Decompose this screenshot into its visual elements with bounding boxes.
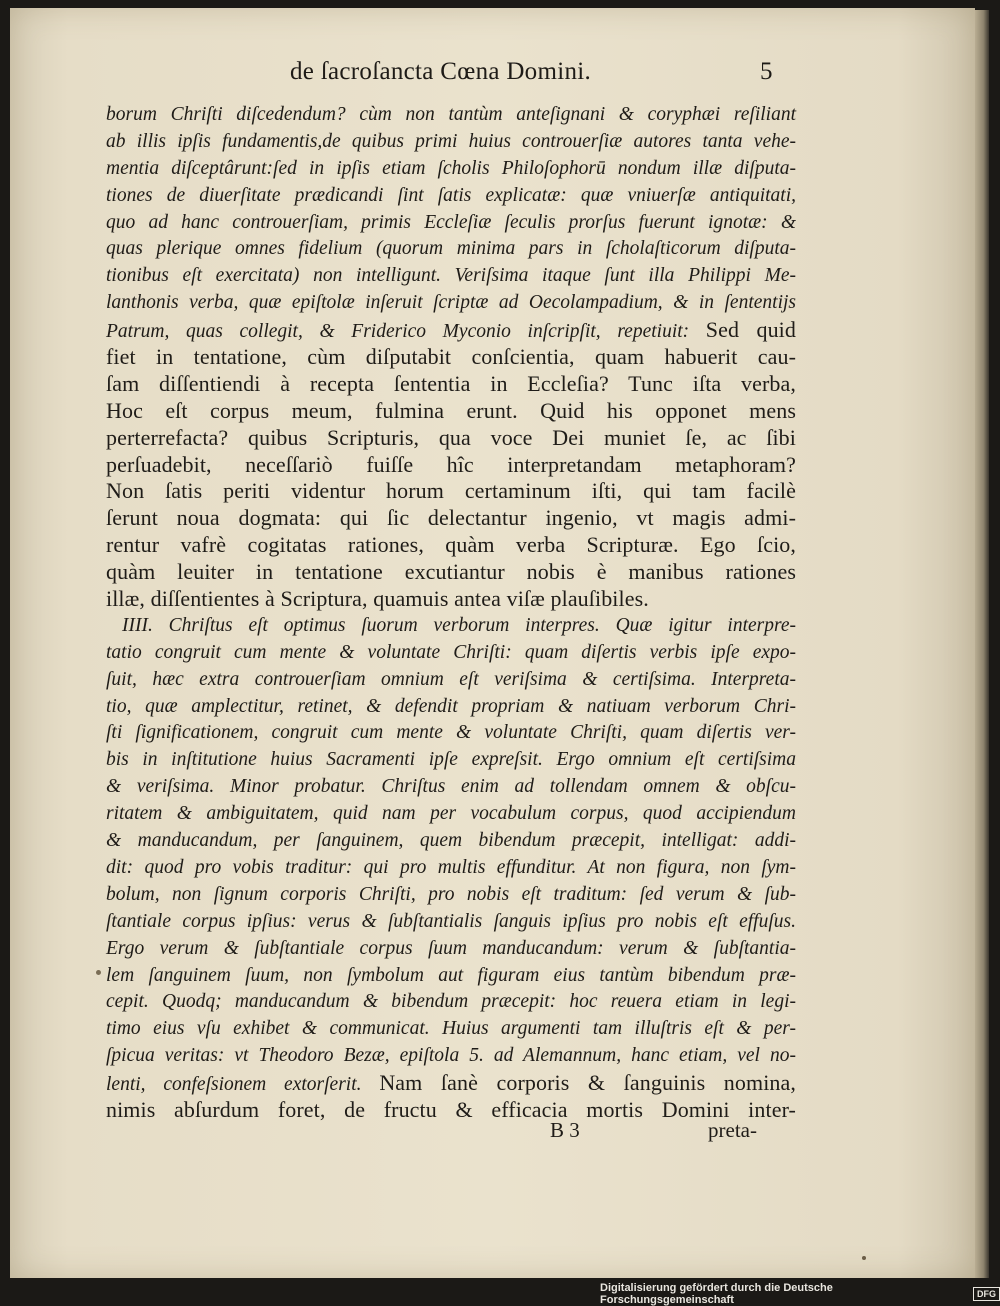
text-line-content: ab illis ipſis fundamentis,de quibus primi huius controuerſiæ autores tanta vehe- xyxy=(106,130,796,152)
text-line xyxy=(106,210,796,237)
text-line-content: tio, quæ amplectitur, retinet, & defendit propriam & natiuam verborum Chri- xyxy=(106,695,796,717)
text-line xyxy=(106,1043,796,1070)
text-line xyxy=(106,1016,796,1043)
text-line xyxy=(106,129,796,156)
text-line-content: Non ſatis periti videntur horum certaminum iſti, qui tam facilè xyxy=(106,478,796,504)
text-line-content: & manducandum, per ſanguinem, quem bibendum præcepit, intelligat: addi- xyxy=(106,830,796,852)
text-line-content: bolum, non ſignum corporis Chriſti, pro nobis eſt traditum: ſed verum & ſub- xyxy=(106,883,796,905)
text-line xyxy=(106,801,796,828)
text-line-content xyxy=(106,317,796,344)
italic-segment: Patrum, quas collegit, & Friderico Myconio inſcripſit, repetiuit: xyxy=(106,321,706,343)
text-line xyxy=(106,559,796,586)
text-line-content: lanthonis verba, quæ epiſtolæ inſeruit ſcriptæ ad Oecolampadium, & in ſententijs xyxy=(106,292,796,314)
book-page xyxy=(10,8,975,1278)
catchword: preta- xyxy=(708,1118,757,1142)
digitization-attribution xyxy=(600,1282,1000,1306)
text-line xyxy=(106,667,796,694)
text-line xyxy=(106,263,796,290)
text-line-content: quas plerique omnes fidelium (quorum minima pars in ſcholaſticorum diſputa- xyxy=(106,238,796,260)
text-line-content: lem ſanguinem ſuum, non ſymbolum aut figuram eius tantùm bibendum præ- xyxy=(106,964,796,986)
roman-segment: Sed quid xyxy=(705,317,796,343)
text-line xyxy=(106,425,796,452)
text-line xyxy=(106,398,796,425)
text-line xyxy=(106,317,796,344)
roman-segment: Nam ſanè corporis & ſanguinis nomina, xyxy=(379,1070,796,1096)
text-line xyxy=(106,290,796,317)
text-line-content: ſpicua veritas: vt Theodoro Bezæ, epiſtola 5. ad Alemannum, hanc etiam, vel no- xyxy=(106,1045,796,1067)
text-line xyxy=(106,505,796,532)
text-line-content: timo eius vſu exhibet & communicat. Huius argumenti tam illuſtris eſt & per- xyxy=(106,1018,796,1040)
dfg-logo: DFG xyxy=(973,1287,1000,1301)
text-line xyxy=(106,694,796,721)
text-line-content: tatio congruit cum mente & voluntate Chriſti: quam diſertis verbis ipſe expo- xyxy=(106,641,796,663)
text-line xyxy=(106,774,796,801)
text-line-content: tiones de diuerſitate prædicandi ſint ſatis explicatæ: quæ vniuerſæ antiquitati, xyxy=(106,184,796,206)
page-number: 5 xyxy=(760,58,773,85)
text-line xyxy=(106,156,796,183)
text-line-content: nimis abſurdum foret, de fructu & efficacia mortis Domini inter- xyxy=(106,1096,796,1122)
text-line-content: IIII. Chriſtus eſt optimus ſuorum verborum interpres. Quæ igitur interpre- xyxy=(122,614,796,636)
text-line-content: fiet in tentatione, cùm diſputabit conſcientia, quam habuerit cau- xyxy=(106,344,796,370)
text-line xyxy=(106,586,796,613)
text-line-content: dit: quod pro vobis traditur: qui pro multis effunditur. At non figura, non ſym- xyxy=(106,856,796,878)
text-line-content: quo ad hanc controuerſiam, primis Eccleſiæ ſeculis prorſus fuerunt ignotæ: & xyxy=(106,211,796,233)
text-line xyxy=(106,855,796,882)
text-line xyxy=(106,936,796,963)
text-line-content: mentia diſceptârunt:ſed in ipſis etiam ſcholis Philoſophorū nondum illæ diſputa- xyxy=(106,157,796,179)
text-line-content: rentur vafrè cogitatas rationes, quàm verba Scripturæ. Ego ſcio, xyxy=(106,532,796,558)
text-line xyxy=(106,989,796,1016)
text-line-content: cepit. Quodq; manducandum & bibendum præcepit: hoc reuera etiam in legi- xyxy=(106,991,796,1013)
text-line-content: Hoc eſt corpus meum, fulmina erunt. Quid his opponet mens xyxy=(106,397,796,423)
text-line xyxy=(106,909,796,936)
paper-speck xyxy=(96,970,101,975)
text-line-content: perſuadebit, neceſſariò fuiſſe hîc interpretandam metaphoram? xyxy=(106,451,796,477)
body-text xyxy=(106,102,796,1124)
attribution-text: Digitalisierung gefördert durch die Deutsche Forschungsgemeinschaft xyxy=(600,1282,833,1306)
text-line-content: Ergo verum & ſubſtantiale corpus ſuum manducandum: verum & ſubſtantia- xyxy=(106,937,796,959)
text-line-content: ritatem & ambiguitatem, quid nam per vocabulum corpus, quod accipiendum xyxy=(106,803,796,825)
text-line-content: borum Chriſti diſcedendum? cùm non tantùm anteſignani & coryphæi reſiliant xyxy=(106,104,796,125)
text-line xyxy=(106,640,796,667)
text-line xyxy=(106,828,796,855)
text-line-content: quàm leuiter in tentatione excutiantur nobis è manibus rationes xyxy=(106,559,796,585)
text-line xyxy=(106,344,796,371)
text-line-content: illæ, diſſentientes à Scriptura, quamuis antea viſæ plauſibiles. xyxy=(106,586,649,612)
text-line-content: perterrefacta? quibus Scripturis, qua voce Dei muniet ſe, ac ſibi xyxy=(106,424,796,450)
running-head xyxy=(10,58,975,98)
text-line-content: ſti ſignificationem, congruit cum mente & voluntate Chriſti, quam diſertis ver- xyxy=(106,722,796,744)
text-line xyxy=(106,613,796,640)
text-line xyxy=(106,102,796,129)
page-footer xyxy=(10,1118,975,1148)
signature-mark: B 3 xyxy=(550,1118,580,1142)
text-line-content: bis in inſtitutione huius Sacramenti ipſe expreſsit. Ergo omnium eſt certiſsima xyxy=(106,749,796,771)
text-line xyxy=(106,963,796,990)
text-line xyxy=(106,747,796,774)
text-line xyxy=(106,882,796,909)
text-line xyxy=(106,532,796,559)
italic-segment: lenti, confeſsionem extorſerit. xyxy=(106,1074,380,1096)
paper-speck xyxy=(862,1256,866,1260)
text-line-content: ſam diſſentiendi à recepta ſententia in Eccleſia? Tunc iſta verba, xyxy=(106,370,796,396)
text-line xyxy=(106,478,796,505)
text-line xyxy=(106,452,796,479)
text-line-content: ſuit, hæc extra controuerſiam omnium eſt veriſsima & certiſsima. Interpreta- xyxy=(106,668,796,690)
text-line xyxy=(106,720,796,747)
text-line-content: tionibus eſt exercitata) non intelligunt. Veriſsima itaque ſunt illa Philippi Me- xyxy=(106,265,796,287)
text-line xyxy=(106,236,796,263)
text-line-content: ſtantiale corpus ipſius: verus & ſubſtantialis ſanguis ipſius pro nobis eſt effuſus. xyxy=(106,910,796,932)
text-line xyxy=(106,371,796,398)
text-line xyxy=(106,1070,796,1097)
running-head-title: de ſacroſancta Cœna Domini. xyxy=(290,58,592,85)
text-line-content: & veriſsima. Minor probatur. Chriſtus enim ad tollendam omnem & obſcu- xyxy=(106,776,796,798)
text-line xyxy=(106,183,796,210)
page-edge-shadow xyxy=(975,10,989,1278)
text-line-content xyxy=(106,1070,796,1097)
text-line-content: ſerunt noua dogmata: qui ſic delectantur ingenio, vt magis admi- xyxy=(106,505,796,531)
